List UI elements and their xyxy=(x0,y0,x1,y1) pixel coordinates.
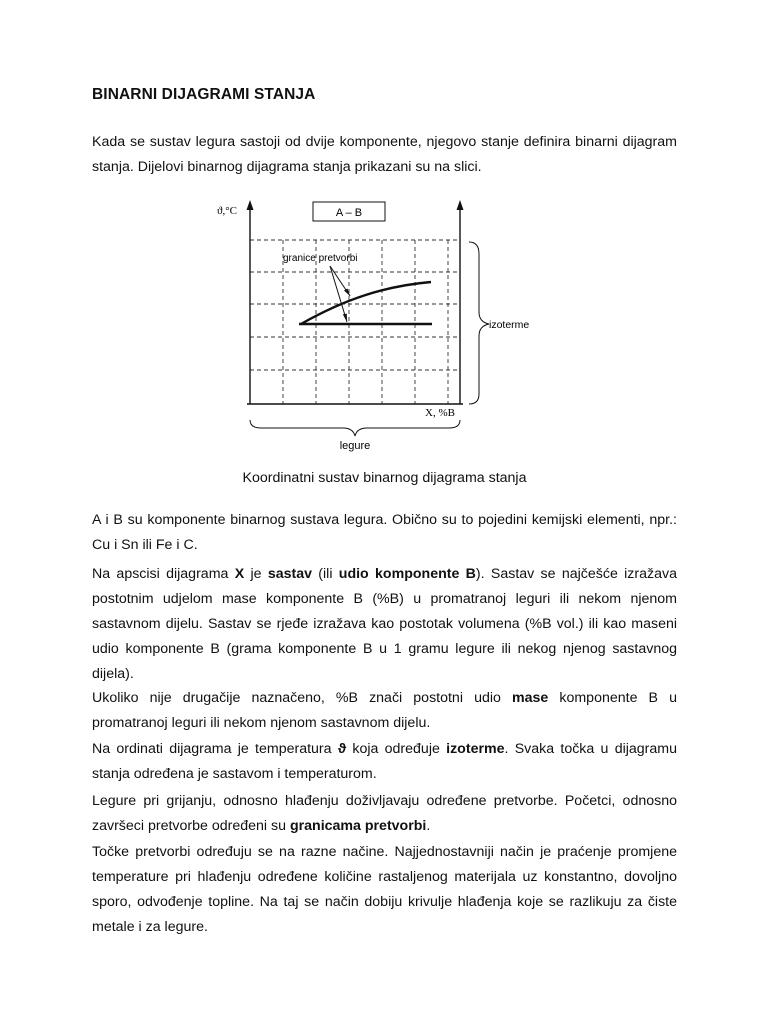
components-box-label: A – B xyxy=(335,207,363,219)
bold-run: izoterme xyxy=(446,741,505,757)
right-axis-arrow-icon xyxy=(457,200,464,210)
text-run: komponente B u promatranoj leguri ili nekom njenom sastavnom dijelu. xyxy=(92,690,677,731)
text-run: Na apscisi dijagrama xyxy=(92,566,235,582)
text-run: (ili xyxy=(312,566,339,582)
isotherms-brace xyxy=(469,242,489,404)
arrowhead-lower-icon xyxy=(343,314,347,322)
paragraph-ordinate xyxy=(92,737,677,787)
y-axis-arrow-icon xyxy=(247,200,254,210)
bold-run: granicama pretvorbi xyxy=(289,818,427,834)
text-run: Ukoliko nije drugačije naznačeno, %B znači postotni udio xyxy=(92,690,512,706)
alloys-brace xyxy=(250,420,460,436)
figure-caption: Koordinatni sustav binarnog dijagrama stanja xyxy=(242,470,527,486)
annotation-arrows xyxy=(330,266,350,322)
text-run: Legure pri grijanju, odnosno hlađenju doživljavaju određene pretvorbe. Početci, odnosno završeci pretvorbe određeni su xyxy=(92,793,677,834)
x-axis-label: X, %B xyxy=(425,407,455,419)
bold-run: X xyxy=(234,566,245,582)
paragraph-transformations xyxy=(92,789,677,839)
text-run: . xyxy=(426,818,431,834)
text-run: Na ordinati dijagrama je temperatura xyxy=(92,741,338,757)
paragraph-mass-fraction xyxy=(92,686,677,736)
grid-lines xyxy=(250,240,460,404)
paragraph-components: A i B su komponente binarnog sustava legura. Obično su to pojedini kemijski elementi, npr.: Cu i Sn ili Fe i C. xyxy=(92,512,677,553)
isotherms-label: izoterme xyxy=(489,319,530,331)
binary-diagram-svg xyxy=(195,194,530,456)
alloys-label: legure xyxy=(339,440,371,452)
text-run: . Svaka točka u dijagramu stanja određena je sastavom i temperaturom. xyxy=(92,741,678,782)
transformation-boundaries-label: granice pretvorbi xyxy=(283,253,358,264)
bold-run: sastav xyxy=(267,566,312,582)
text-run: je xyxy=(244,566,268,582)
upper-transformation-curve xyxy=(301,282,431,324)
bold-run: udio komponente B xyxy=(338,566,476,582)
text-run: koja određuje xyxy=(346,741,447,757)
bold-run: mase xyxy=(511,690,549,706)
paragraph-cooling-curves: Točke pretvorbi određuju se na razne načine. Najjednostavniji način je praćenje promjene temperature pri hlađenju određene količine rastaljenog materijala uz konstantno, dovoljno sporo, odvođenje topline. Na taj se način dobiju krivulje hlađenja koje se razlikuju za čiste metale i za legure. xyxy=(92,844,677,935)
paragraph-abscissa xyxy=(92,562,677,687)
binary-diagram-figure xyxy=(195,194,530,456)
text-run: ). Sastav se najčešće izražava postotnim udjelom mase komponente B (%B) u promatranoj leguri ili nekom njenom sastavnom dijelu. Sastav se rjeđe izražava kao postotak volumena (%B vol.) ili kao maseni udio komponente B (grama komponente B u 1 gramu legure ili nekog njenog sastavnog dijela). xyxy=(92,566,677,682)
bold-run: ϑ xyxy=(337,741,347,757)
y-axis-label: ϑ,°C xyxy=(217,205,237,217)
page-title: BINARNI DIJAGRAMI STANJA xyxy=(92,86,316,103)
intro-paragraph: Kada se sustav legura sastoji od dvije komponente, njegovo stanje definira binarni dijagram stanja. Dijelovi binarnog dijagrama stanja prikazani su na slici. xyxy=(92,134,677,175)
